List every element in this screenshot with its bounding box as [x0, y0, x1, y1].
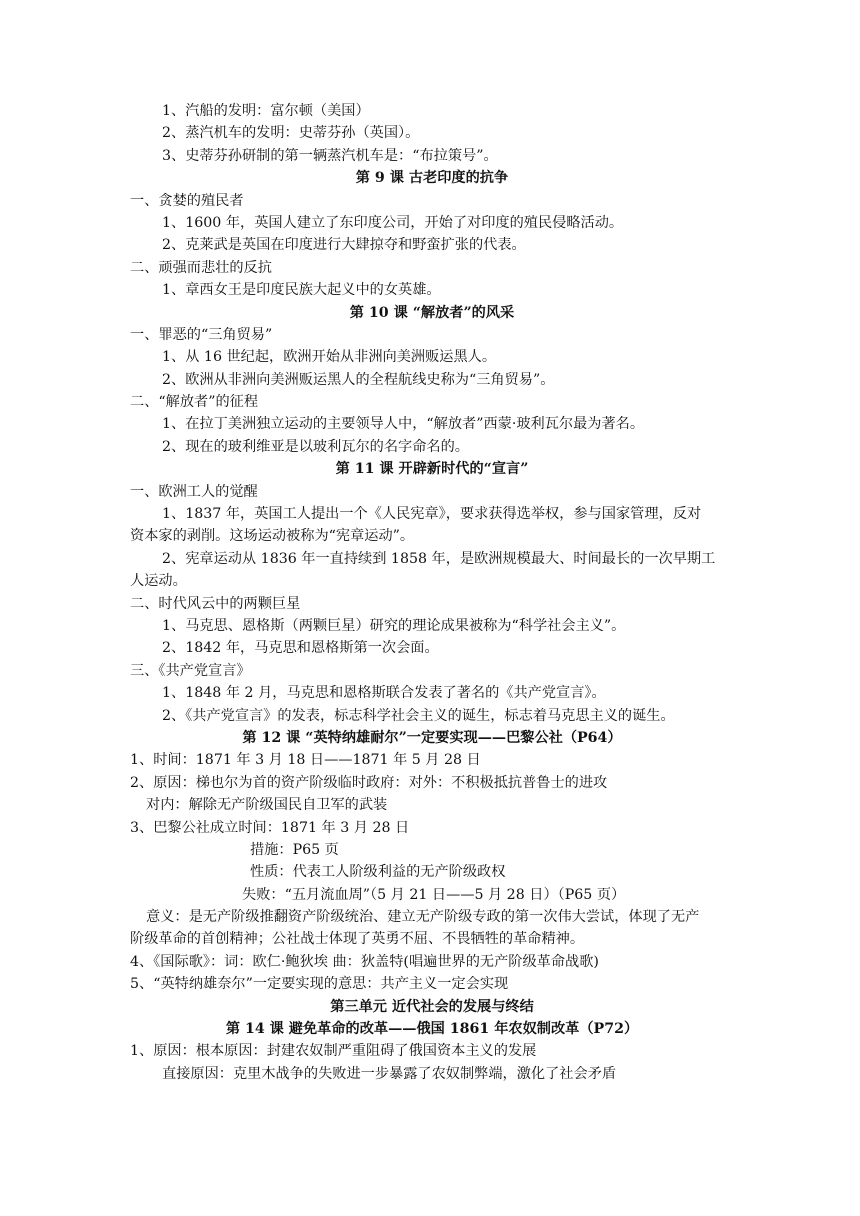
text-line: 1、汽船的发明：富尔顿（美国）	[162, 103, 370, 119]
text-line: 1、原因：根本原因：封建农奴制严重阻碍了俄国资本主义的发展	[130, 1043, 537, 1060]
text-line: 4、《国际歌》：词：欧仁·鲍狄埃 曲：狄盖特(唱遍世界的无产阶级革命战歌)	[130, 953, 599, 970]
text-line: 2、蒸汽机车的发明：史蒂芬孙（英国）。	[162, 125, 420, 142]
text-line: 对内：解除无产阶级国民自卫军的武装	[146, 797, 388, 814]
text-line: 性质：代表工人阶级利益的无产阶级政权	[250, 864, 506, 881]
text-line: 二、时代风云中的两颗巨星	[130, 595, 301, 612]
text-line: 1、从 16 世纪起，欧洲开始从非洲向美洲贩运黑人。	[162, 349, 497, 366]
text-line: 一、罪恶的“三角贸易”	[130, 326, 273, 343]
text-line: 1、马克思、恩格斯（两颗巨星）研究的理论成果被称为“科学社会主义”。	[162, 617, 626, 634]
text-line: 失败：“五月流血周”（5 月 21 日——5 月 28 日）（P65 页）	[242, 886, 626, 903]
text-line: 5、“英特纳雄奈尔”一定要实现的意思：共产主义一定会实现	[130, 976, 509, 993]
text-line: 1、章西女王是印度民族大起义中的女英雄。	[162, 282, 441, 299]
text-line: 2、原因：梯也尔为首的资产阶级临时政府：对外：不积极抵抗普鲁士的进攻	[130, 774, 608, 791]
section-heading: 第 10 课 “解放者”的风采	[349, 304, 515, 321]
section-heading: 第 9 课 古老印度的抗争	[355, 170, 509, 187]
text-line: 一、贪婪的殖民者	[130, 192, 244, 209]
text-line: 2、欧洲从非洲向美洲贩运黑人的全程航线史称为“三角贸易”。	[162, 371, 555, 388]
section-heading: 第 12 课 “英特纳雄耐尔”一定要实现——巴黎公社（P64）	[242, 729, 622, 746]
text-line: 措施：P65 页	[250, 841, 339, 858]
text-line: 1、1848 年 2 月，马克思和恩格斯联合发表了著名的《共产党宣言》。	[162, 685, 606, 702]
text-line: 1、在拉丁美洲独立运动的主要领导人中，“解放者”西蒙·玻利瓦尔最为著名。	[162, 416, 645, 433]
text-line: 三、《共产党宣言》	[130, 662, 251, 679]
text-line: 人运动。	[130, 573, 187, 590]
text-line: 1、时间：1871 年 3 月 18 日——1871 年 5 月 28 日	[130, 752, 481, 769]
text-line: 二、“解放者”的征程	[130, 394, 259, 411]
text-line: 2、1842 年，马克思和恩格斯第一次会面。	[162, 640, 439, 657]
text-line: 2、宪章运动从 1836 年一直持续到 1858 年，是欧洲规模最大、时间最长的一次早期工	[162, 550, 716, 567]
text-line: 1、1600 年，英国人建立了东印度公司，开始了对印度的殖民侵略活动。	[162, 214, 624, 231]
text-line: 2、《共产党宣言》的发表，标志科学社会主义的诞生，标志着马克思主义的诞生。	[162, 707, 675, 724]
text-line: 1、1837 年，英国工人提出一个《人民宪章》，要求获得选举权，参与国家管理，反对	[162, 506, 702, 523]
text-line: 阶级革命的首创精神；公社战士体现了英勇不屈、不畏牺牲的革命精神。	[130, 931, 585, 948]
text-line: 3、巴黎公社成立时间：1871 年 3 月 28 日	[130, 819, 410, 836]
text-line: 资本家的剥削。这场运动被称为“宪章运动”。	[130, 528, 415, 545]
text-line: 意义：是无产阶级推翻资产阶级统治、建立无产阶级专政的第一次伟大尝试，体现了无产	[146, 909, 700, 926]
text-line: 2、克莱武是英国在印度进行大肆掠夺和野蛮扩张的代表。	[162, 237, 526, 254]
text-line: 2、现在的玻利维亚是以玻利瓦尔的名字命名的。	[162, 438, 469, 455]
section-heading: 第三单元 近代社会的发展与终结	[330, 998, 534, 1015]
text-line: 直接原因：克里木战争的失败进一步暴露了农奴制弊端，激化了社会矛盾	[162, 1065, 617, 1082]
text-line: 3、史蒂芬孙研制的第一辆蒸汽机车是：“布拉策号”。	[162, 147, 498, 164]
section-heading: 第 14 课 避免革命的改革——俄国 1861 年农奴制改革（P72）	[225, 1021, 639, 1038]
text-line: 二、顽强而悲壮的反抗	[130, 259, 272, 276]
section-heading: 第 11 课 开辟新时代的“宣言”	[335, 461, 529, 478]
text-line: 一、欧洲工人的觉醒	[130, 483, 258, 500]
